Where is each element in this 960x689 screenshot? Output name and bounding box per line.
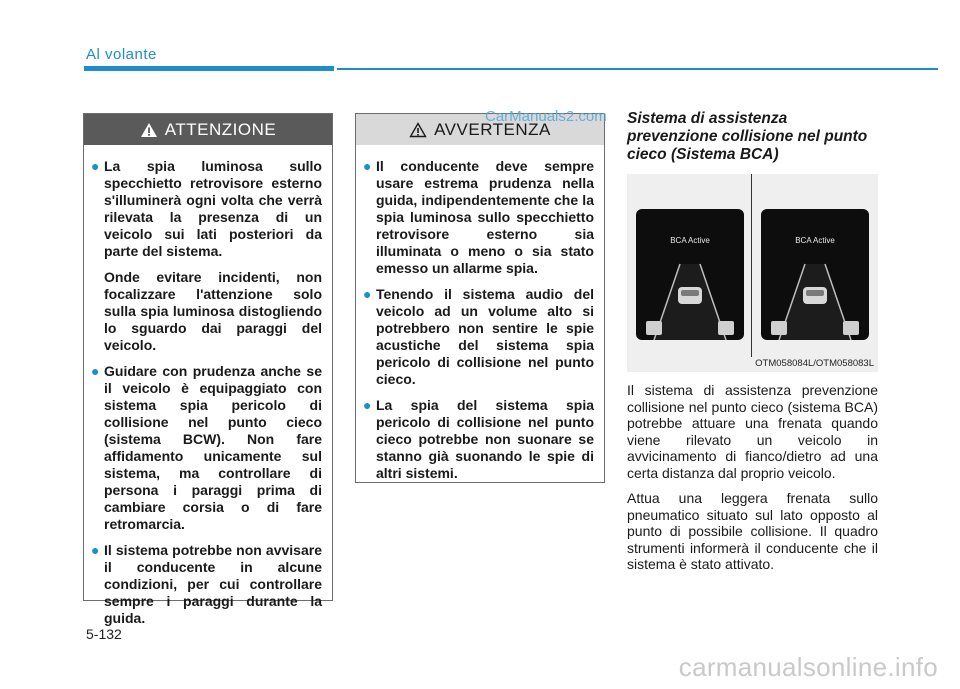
avvertenza-item bbox=[363, 397, 594, 482]
bca-body bbox=[627, 382, 878, 582]
attenzione-item-text: Onde evitare incidenti, non focalizzare l'attenzione solo sulla spia luminosa distogliendo lo sguardo dai paraggi del veicolo. bbox=[104, 269, 322, 353]
section-title: Al volante bbox=[86, 46, 157, 63]
figure-caption: OTM058084L/OTM058083L bbox=[755, 358, 874, 369]
attenzione-item bbox=[91, 158, 322, 354]
car-lane-graphic bbox=[761, 209, 869, 340]
bca-figure bbox=[627, 174, 878, 372]
bullet-icon: ● bbox=[363, 397, 372, 413]
bca-panel-left bbox=[636, 209, 744, 340]
attenzione-list bbox=[84, 145, 332, 627]
attenzione-item bbox=[91, 542, 322, 627]
car-lane-graphic bbox=[636, 209, 744, 340]
avvertenza-box bbox=[355, 113, 605, 483]
figure-divider bbox=[751, 174, 752, 357]
watermark-bottom: carmanualsonline.info bbox=[678, 652, 938, 682]
attenzione-title: ATTENZIONE bbox=[164, 119, 277, 139]
bullet-icon: ● bbox=[91, 542, 100, 558]
bullet-icon: ● bbox=[363, 158, 372, 174]
attenzione-item-text: Guidare con prudenza anche se il veicolo è equipaggiato con sistema spia pericolo di collisione nel punto cieco (sistema BCW). Non fare affidamento unicamente sul sistema, ma controllare di persona i paraggi prima di cambiare corsia o di fare retromarcia. bbox=[104, 363, 322, 532]
header-rule-thin bbox=[337, 68, 938, 70]
attenzione-item bbox=[91, 363, 322, 533]
bca-paragraph: Il sistema di assistenza prevenzione collisione nel punto cieco (sistema BCA) potrebbe attuare una frenata quando viene rilevato un veicolo in avvicinamento di fianco/dietro ad una certa distanza dal proprio veicolo. bbox=[627, 382, 878, 481]
bca-panel-right bbox=[761, 209, 869, 340]
avvertenza-item-text: Il conducente deve sempre usare estrema prudenza nella guida, indipendentemente che la spia luminosa sullo specchietto retrovisore esterno sia illuminata o meno o sia stato emesso un allarme spia. bbox=[376, 158, 594, 276]
avvertenza-item bbox=[363, 286, 594, 388]
page-number: 5-132 bbox=[86, 626, 122, 642]
warning-triangle-icon bbox=[140, 122, 158, 138]
avvertenza-item-text: Tenendo il sistema audio del veicolo ad un volume alto si potrebbero non sentire le spie acustiche del sistema spia pericolo di collisione nel punto cieco. bbox=[376, 286, 594, 387]
warning-triangle-icon bbox=[409, 122, 427, 138]
bullet-icon: ● bbox=[91, 363, 100, 379]
bca-panel-left-label: BCA Active bbox=[670, 236, 710, 245]
watermark-top: CarManuals2.com bbox=[485, 108, 607, 125]
avvertenza-item-text: La spia del sistema spia pericolo di collisione nel punto cieco potrebbe non suonare se stanno già suonando le spie di altri sistemi. bbox=[376, 397, 594, 481]
attenzione-item-text: Il sistema potrebbe non avvisare il conducente in alcune condizioni, per cui controllare sempre i paraggi durante la guida. bbox=[104, 542, 322, 626]
attenzione-item-text: La spia luminosa sullo specchietto retrovisore esterno s'illuminerà ogni volta che verrà rilevata la presenza di un veicolo sui lati posteriori da parte del sistema. bbox=[104, 158, 322, 259]
bca-title: Sistema di assistenza prevenzione collisione nel punto cieco (Sistema BCA) bbox=[627, 110, 868, 163]
avvertenza-item bbox=[363, 158, 594, 277]
avvertenza-list bbox=[356, 145, 604, 482]
avvertenza-title: AVVERTENZA bbox=[434, 119, 551, 139]
bullet-icon: ● bbox=[363, 286, 372, 302]
attenzione-box bbox=[83, 113, 333, 626]
bca-panel-right-label: BCA Active bbox=[795, 236, 835, 245]
bca-paragraph: Attua una leggera frenata sullo pneumatico situato sul lato opposto al punto di possibile collisione. Il quadro strumenti informerà il conducente che il sistema è stato attivato. bbox=[627, 490, 878, 572]
bullet-icon: ● bbox=[91, 158, 100, 174]
attenzione-header bbox=[84, 114, 332, 145]
header-rule-thick bbox=[84, 66, 334, 71]
